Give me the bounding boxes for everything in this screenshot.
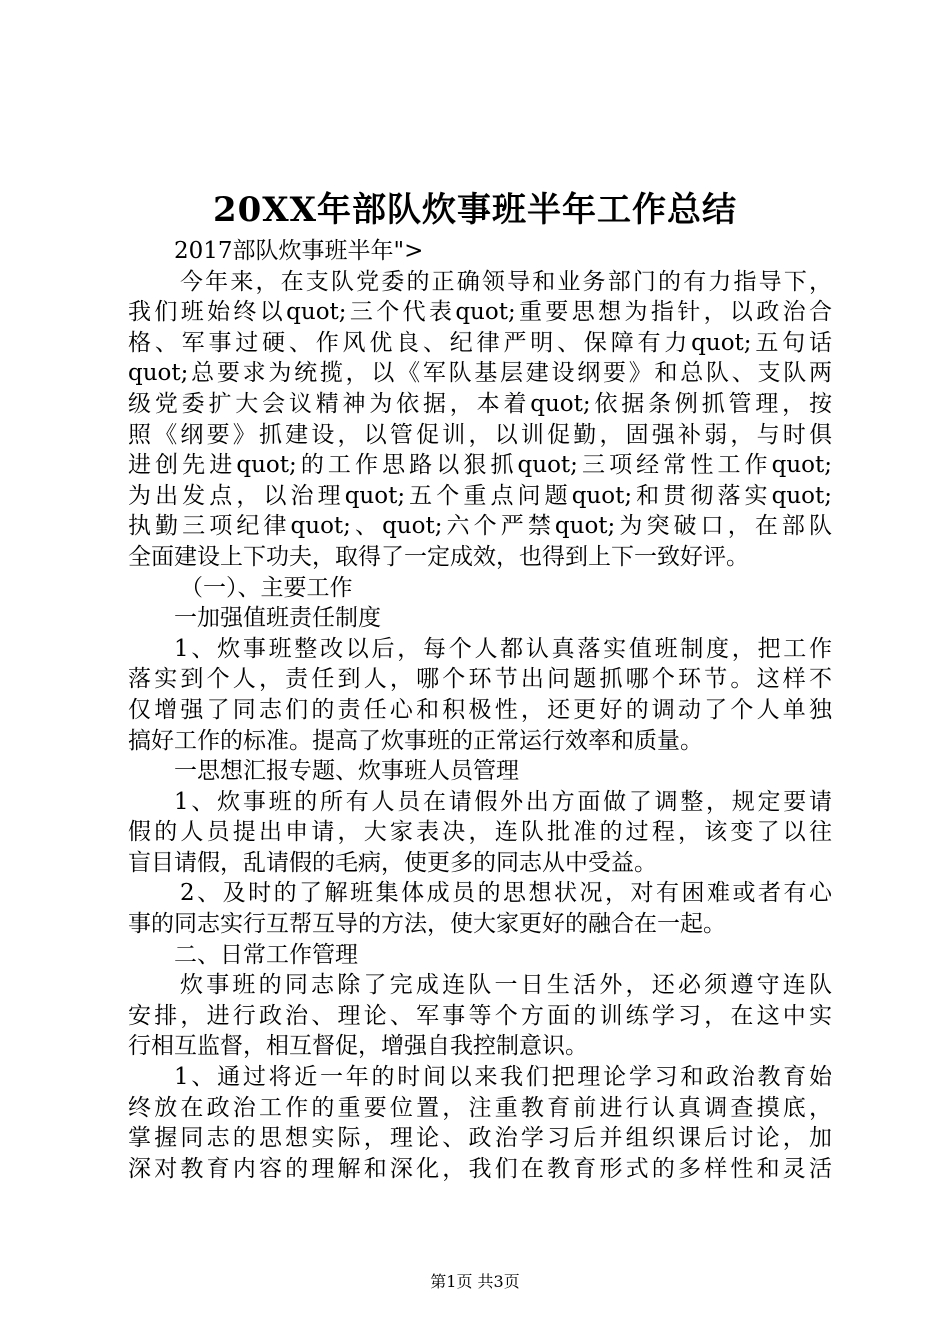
- text-line: 终放在政治工作的重要位置，注重教育前进行认真调查摸底，: [128, 1094, 832, 1121]
- text-line: 照《纲要》抓建设，以管促训，以训促勤，固强补弱，与时俱: [128, 421, 832, 448]
- text-line: 进创先进quot;的工作思路以狠抓quot;三项经常性工作quot;: [128, 452, 832, 479]
- text-line: 1、炊事班的所有人员在请假外出方面做了调整，规定要请: [174, 788, 832, 815]
- text-line: 2017部队炊事班半年">: [174, 238, 424, 264]
- text-line: 安排，进行政治、理论、军事等个方面的训练学习，在这中实: [128, 1002, 832, 1029]
- text-line: 2、及时的了解班集体成员的思想状况，对有困难或者有心: [180, 880, 832, 907]
- text-line: 为出发点，以治理quot;五个重点问题quot;和贯彻落实quot;: [128, 482, 832, 509]
- document-title: 20XX年部队炊事班半年工作总结: [212, 190, 738, 230]
- text-line: 执勤三项纪律quot;、quot;六个严禁quot;为突破口，在部队: [128, 513, 832, 540]
- text-line: 行相互监督，相互督促，增强自我控制意识。: [128, 1033, 588, 1060]
- text-line: 搞好工作的标准。提高了炊事班的正常运行效率和质量。: [128, 727, 703, 754]
- text-line: 级党委扩大会议精神为依据，本着quot;依据条例抓管理，按: [128, 390, 832, 417]
- text-line: 盲目请假，乱请假的毛病，使更多的同志从中受益。: [128, 849, 657, 876]
- text-line: 假的人员提出申请，大家表决，连队批准的过程，该变了以往: [128, 819, 832, 846]
- text-line: 事的同志实行互帮互导的方法，使大家更好的融合在一起。: [128, 911, 726, 938]
- text-line: 1、炊事班整改以后，每个人都认真落实值班制度，把工作: [174, 635, 832, 662]
- text-line: 1、通过将近一年的时间以来我们把理论学习和政治教育始: [174, 1064, 832, 1091]
- text-line: 全面建设上下功夫，取得了一定成效，也得到上下一致好评。: [128, 543, 749, 570]
- text-line: 二、日常工作管理: [174, 941, 358, 968]
- text-line: 仅增强了同志们的责任心和积极性，还更好的调动了个人单独: [128, 696, 832, 723]
- text-line: （一）、主要工作: [180, 574, 353, 601]
- text-line: quot;总要求为统揽，以《军队基层建设纲要》和总队、支队两: [128, 360, 832, 387]
- text-line: 格、军事过硬、作风优良、纪律严明、保障有力quot;五句话: [128, 329, 832, 356]
- document-body: [128, 236, 832, 1184]
- text-line: 今年来，在支队党委的正确领导和业务部门的有力指导下，: [180, 268, 832, 295]
- text-line: 一思想汇报专题、炊事班人员管理: [174, 758, 519, 785]
- text-line: 我们班始终以quot;三个代表quot;重要思想为指针，以政治合: [128, 299, 832, 326]
- text-line: 炊事班的同志除了完成连队一日生活外，还必须遵守连队: [180, 972, 832, 999]
- text-line: 深对教育内容的理解和深化，我们在教育形式的多样性和灵活: [128, 1155, 832, 1182]
- text-line: 一加强值班责任制度: [174, 605, 381, 632]
- text-line: 落实到个人，责任到人，哪个环节出问题抓哪个环节。这样不: [128, 666, 832, 693]
- page-footer: 第1页 共3页: [430, 1272, 520, 1291]
- text-line: 掌握同志的思想实际，理论、政治学习后并组织课后讨论，加: [128, 1125, 832, 1152]
